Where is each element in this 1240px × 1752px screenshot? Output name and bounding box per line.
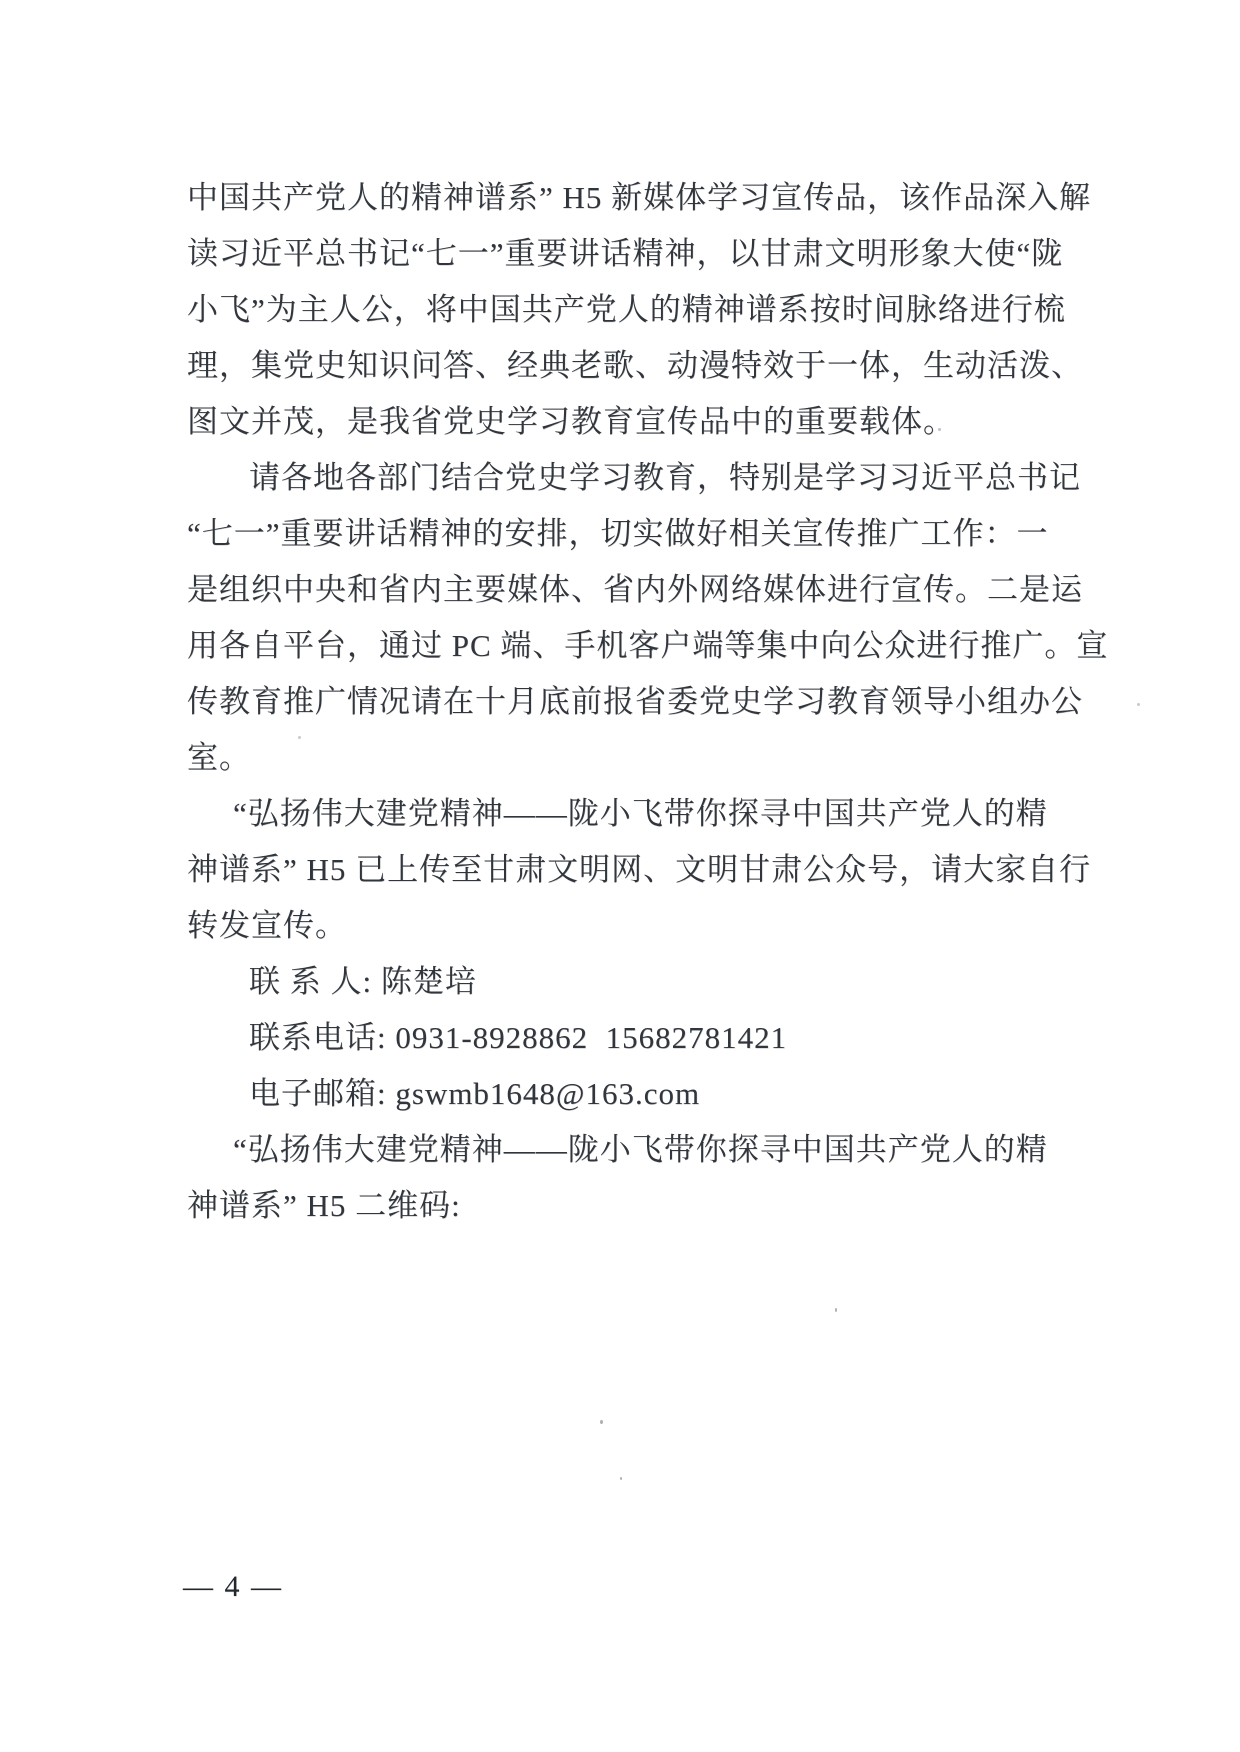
scan-speck bbox=[1137, 703, 1140, 706]
contact-phone-line: 联系电话: 0931-8928862 15682781421 bbox=[249, 1020, 788, 1055]
scan-speck bbox=[620, 1477, 622, 1480]
page-number: — 4 — bbox=[183, 1570, 283, 1603]
text-line: 理，集党史知识问答、经典老歌、动漫特效于一体，生动活泼、 bbox=[187, 348, 1083, 383]
text-line: 图文并茂，是我省党史学习教育宣传品中的重要载体。 bbox=[187, 404, 955, 439]
contact-person-line: 联 系 人: 陈楚培 bbox=[249, 964, 477, 999]
text-line: 室。 bbox=[187, 740, 251, 775]
contact-email-line: 电子邮箱: gswmb1648@163.com bbox=[249, 1076, 701, 1111]
scan-speck bbox=[298, 736, 301, 739]
text-line: “七一”重要讲话精神的安排，切实做好相关宣传推广工作：一 bbox=[187, 516, 1049, 551]
text-line: “弘扬伟大建党精神——陇小飞带你探寻中国共产党人的精 bbox=[233, 796, 1048, 831]
text-line: 读习近平总书记“七一”重要讲话精神，以甘肃文明形象大使“陇 bbox=[187, 236, 1064, 271]
scan-speck bbox=[600, 1420, 603, 1424]
text-line: 请各地各部门结合党史学习教育，特别是学习习近平总书记 bbox=[249, 460, 1081, 495]
text-line: “弘扬伟大建党精神——陇小飞带你探寻中国共产党人的精 bbox=[233, 1132, 1048, 1167]
text-line: 神谱系” H5 已上传至甘肃文明网、文明甘肃公众号，请大家自行 bbox=[187, 852, 1092, 887]
text-line: 用各自平台，通过 PC 端、手机客户端等集中向公众进行推广。宣 bbox=[187, 628, 1109, 663]
text-line: 传教育推广情况请在十月底前报省委党史学习教育领导小组办公 bbox=[187, 684, 1083, 719]
scan-speck bbox=[835, 1308, 837, 1312]
qr-code-caption-line: 神谱系” H5 二维码: bbox=[187, 1188, 461, 1223]
scan-speck bbox=[938, 428, 941, 431]
text-line: 是组织中央和省内主要媒体、省内外网络媒体进行宣传。二是运 bbox=[187, 572, 1083, 607]
text-line: 转发宣传。 bbox=[187, 908, 347, 943]
text-line: 小飞”为主人公，将中国共产党人的精神谱系按时间脉络进行梳 bbox=[187, 292, 1066, 327]
page-footer bbox=[183, 1570, 283, 1604]
document-body bbox=[187, 170, 1109, 1234]
text-line: 中国共产党人的精神谱系” H5 新媒体学习宣传品，该作品深入解 bbox=[187, 180, 1092, 215]
